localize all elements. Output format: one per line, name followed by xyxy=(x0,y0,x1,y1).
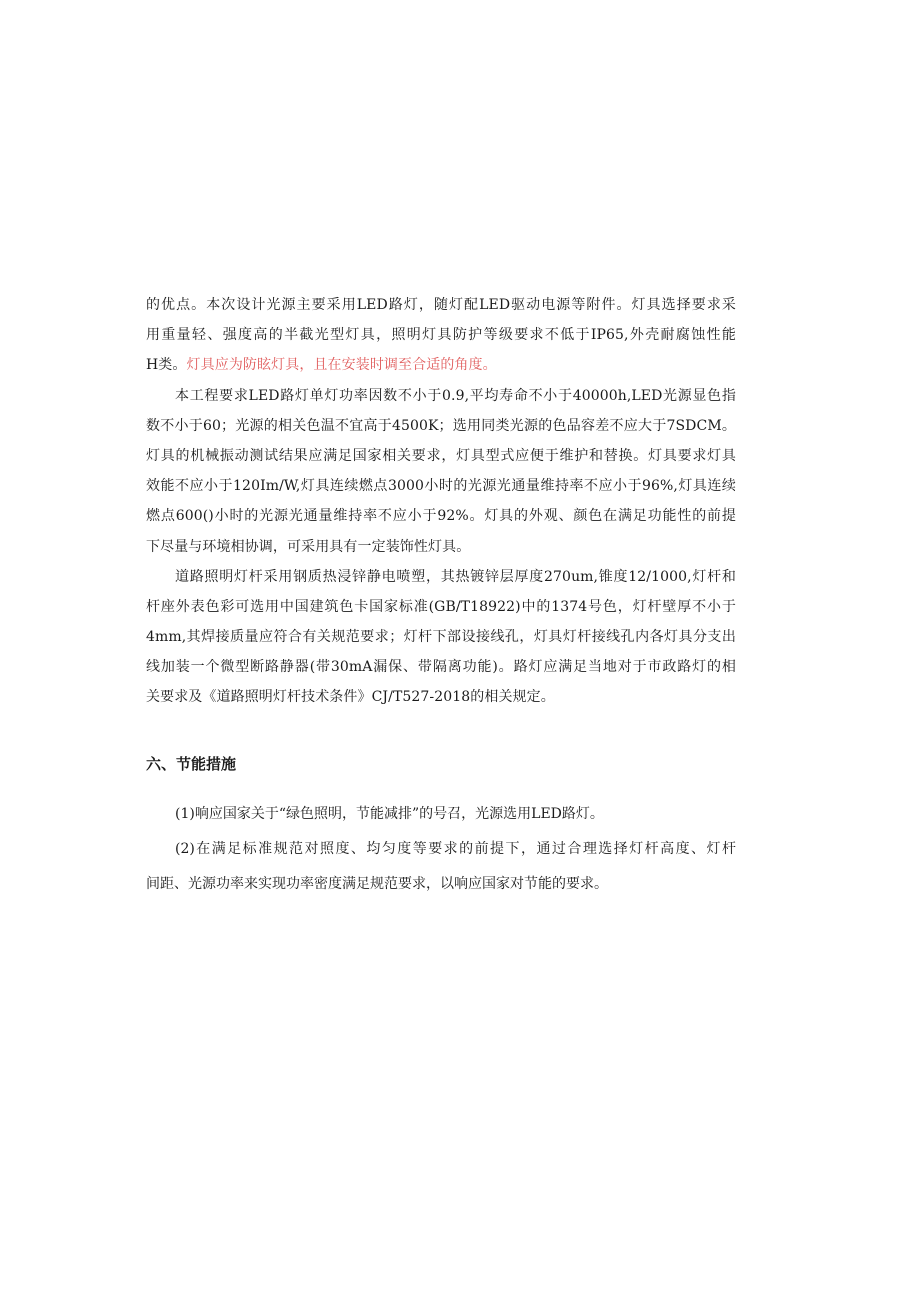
text-line: 4mm,其焊接质量应符合有关规范要求；灯杆下部设接线孔，灯具灯杆接线孔内各灯具分支出 xyxy=(146,629,736,646)
document-body xyxy=(146,290,736,902)
text-line: 的优点。本次设计光源主要采用LED路灯，随灯配LED驱动电源等附件。灯具选择要求采 xyxy=(146,297,736,313)
section-heading: 六、节能措施 xyxy=(146,754,237,773)
text-line: 本工程要求LED路灯单灯功率因数不小于0.9,平均寿命不小于40000h,LED光源显色指 xyxy=(175,387,736,404)
text-line: 杆座外表色彩可选用中国建筑色卡国家标准(GB/T18922)中的1374号色，灯杆壁厚不小于 xyxy=(146,598,736,615)
text-line: 线加装一个微型断路静器(带30mA漏保、带隔离功能)。路灯应满足当地对于市政路灯的相 xyxy=(146,659,736,676)
text-line xyxy=(146,350,736,380)
list-item: (1)响应国家关于“绿色照明，节能减排”的号召，光源选用LED路灯。 xyxy=(175,805,604,822)
section-energy-saving xyxy=(146,749,736,902)
text-line: 燃点600()小时的光源光通量维持率不应小于92%。灯具的外观、颜色在满足功能性的前提 xyxy=(146,508,736,525)
text-line: 效能不应小于120Im/W,灯具连续燃点3000小时的光源光通量维持率不应小于96%,灯具连续 xyxy=(146,478,736,495)
text-segment: H类。 xyxy=(146,357,187,374)
text-line: 用重量轻、强度高的半截光型灯具，照明灯具防护等级要求不低于IP65,外壳耐腐蚀性能 xyxy=(146,327,736,344)
paragraph-led-design xyxy=(146,290,736,381)
list-item: (2)在满足标准规范对照度、均匀度等要求的前提下，通过合理选择灯杆高度、灯杆 xyxy=(175,840,736,857)
text-line: 关要求及《道路照明灯杆技术条件》CJ/T527-2018的相关规定。 xyxy=(146,689,555,706)
paragraph-light-pole xyxy=(146,562,736,713)
text-line: 间距、光源功率来实现功率密度满足规范要求，以响应国家对节能的要求。 xyxy=(146,875,608,892)
paragraph-led-requirements xyxy=(146,381,736,562)
text-line: 灯具的机械振动测试结果应满足国家相关要求，灯具型式应便于维护和替换。灯具要求灯具 xyxy=(146,447,736,464)
highlighted-text: 灯具应为防眩灯具，且在安装时调至合适的角度。 xyxy=(186,357,497,374)
text-line: 数不小于60；光源的相关色温不宜高于4500K；选用同类光源的色品容差不应大于7SDCM。 xyxy=(146,417,736,434)
text-line: 下尽量与环境相协调，可采用具有一定装饰性灯具。 xyxy=(146,538,471,555)
section-spacer xyxy=(146,713,736,749)
text-line: 道路照明灯杆采用钢质热浸锌静电喷塑，其热镀锌层厚度270um,锥度12/1000,灯杆和 xyxy=(175,568,736,585)
